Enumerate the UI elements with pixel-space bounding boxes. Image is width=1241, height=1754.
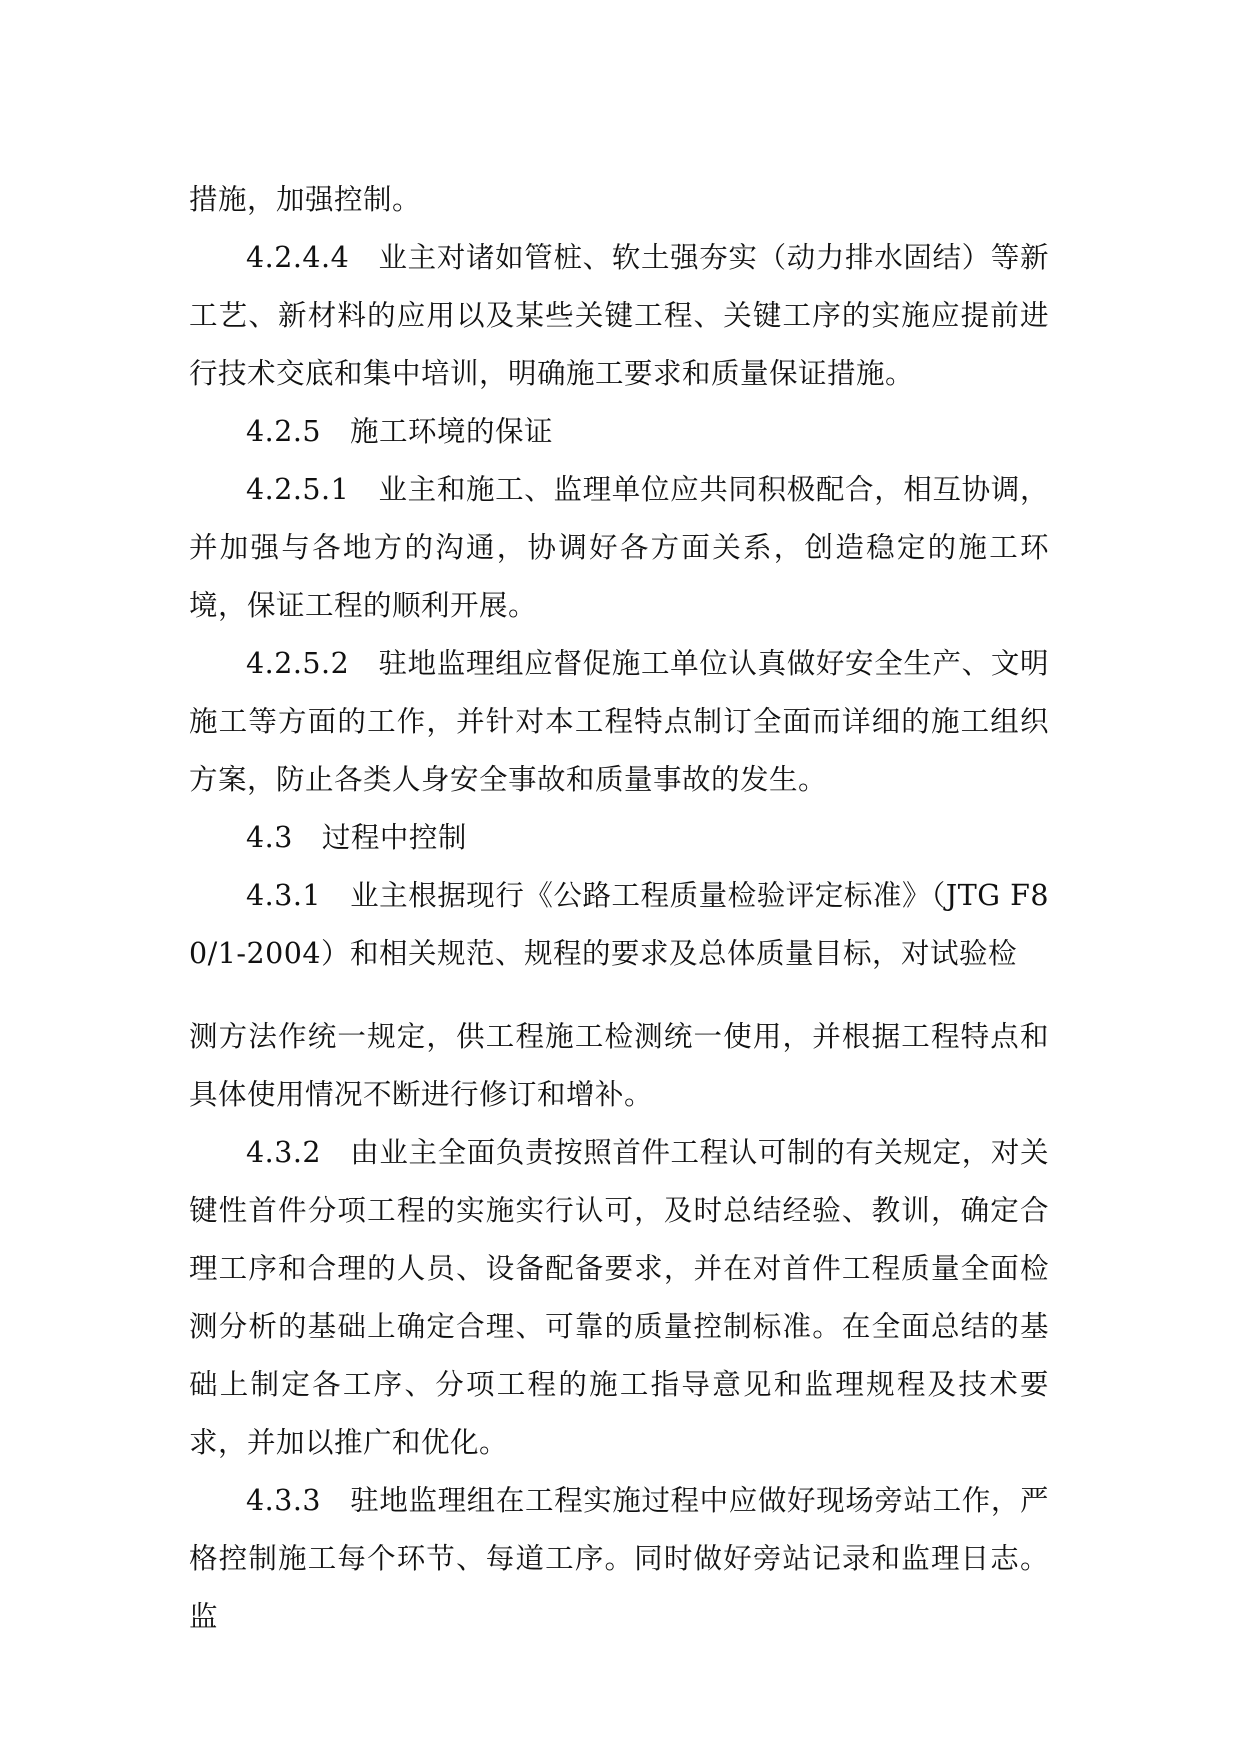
heading-4-3: 4.3 过程中控制 [246,820,467,854]
paragraph-4-3-1: 4.3.1 业主根据现行《公路工程质量检验评定标准》（JTG F80/1-2004）和相关规范、规程的要求及总体质量目标，对试验检 [189,878,1049,970]
paragraph-4-3-3: 4.3.3 驻地监理组在工程实施过程中应做好现场旁站工作，严格控制施工每个环节、每道工序。同时做好旁站记录和监理日志。监 [189,1483,1049,1633]
paragraph-4-2-5-1: 4.2.5.1 业主和施工、监理单位应共同积极配合，相互协调，并加强与各地方的沟通，协调好各方面关系，创造稳定的施工环境，保证工程的顺利开展。 [189,472,1049,622]
heading-4-2-5: 4.2.5 施工环境的保证 [246,414,554,448]
paragraph-4-2-5-2: 4.2.5.2 驻地监理组应督促施工单位认真做好安全生产、文明施工等方面的工作，并针对本工程特点制订全面而详细的施工组织方案，防止各类人身安全事故和质量事故的发生。 [189,646,1049,796]
paragraph-continuation: 措施，加强控制。 [189,182,422,216]
paragraph-4-3-2: 4.3.2 由业主全面负责按照首件工程认可制的有关规定，对关键性首件分项工程的实施实行认可，及时总结经验、教训，确定合理工序和合理的人员、设备配备要求，并在对首件工程质量全面检测分析的基础上确定合理、可靠的质量控制标准。在全面总结的基础上制定各工序、分项工程的施工指导意见和监理规程及技术要求，并加以推广和优化。 [189,1135,1049,1459]
paragraph-4-2-4-4: 4.2.4.4 业主对诸如管桩、软土强夯实（动力排水固结）等新工艺、新材料的应用以及某些关键工程、关键工序的实施应提前进行技术交底和集中培训，明确施工要求和质量保证措施。 [189,240,1049,390]
paragraph-4-3-1-continuation: 测方法作统一规定，供工程施工检测统一使用，并根据工程特点和具体使用情况不断进行修订和增补。 [189,1019,1049,1111]
